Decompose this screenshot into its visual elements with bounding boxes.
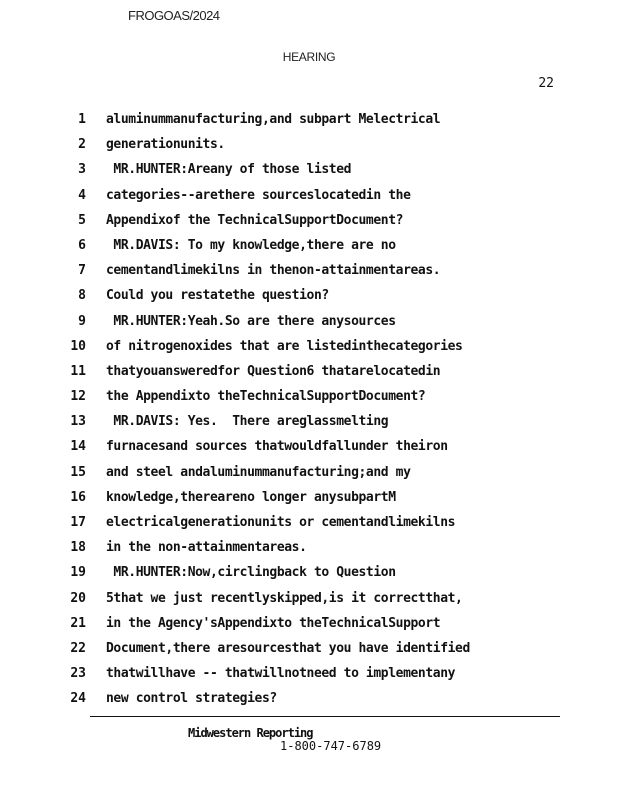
page-title: HEARING xyxy=(282,50,336,64)
line-text: the Appendixto theTechnicalSupportDocument? xyxy=(106,389,426,405)
line-number: 15 xyxy=(70,464,86,480)
transcript-line xyxy=(0,591,618,616)
footer-phone: 1-800-747-6789 xyxy=(280,739,382,753)
transcript-line xyxy=(0,414,618,439)
line-text: in the Agency'sAppendixto theTechnicalSupport xyxy=(106,615,441,631)
line-text: aluminummanufacturing,and subpart Melectrical xyxy=(106,112,441,127)
line-text: generationunits. xyxy=(106,137,225,153)
line-number: 3 xyxy=(78,162,86,178)
line-number: 13 xyxy=(70,414,86,430)
line-number: 8 xyxy=(78,288,86,304)
footer-divider xyxy=(90,716,560,717)
line-text: new control strategies? xyxy=(106,691,277,707)
line-number: 11 xyxy=(70,363,86,379)
line-text: cementandlimekilns in thenon-attainmentareas. xyxy=(106,263,441,279)
line-text: MR.DAVIS: Yes. There areglassmelting xyxy=(106,414,389,430)
line-text: Document,there aresourcesthat you have identified xyxy=(106,640,470,656)
line-number: 21 xyxy=(70,615,86,631)
line-text: of nitrogenoxides that are listedinthecategories xyxy=(106,338,463,354)
transcript-line xyxy=(0,490,618,515)
line-number: 17 xyxy=(70,515,86,530)
transcript-line xyxy=(0,213,618,238)
header-date: FROGOAS/2024 xyxy=(128,8,220,23)
footer-reporter-name: Midwestern Reporting xyxy=(188,726,313,740)
line-number: 1 xyxy=(78,112,86,127)
line-number: 20 xyxy=(70,590,86,606)
line-text: Appendixof the TechnicalSupportDocument? xyxy=(106,212,404,228)
line-number: 18 xyxy=(70,540,86,556)
transcript-line xyxy=(0,339,618,364)
transcript-line xyxy=(0,465,618,490)
line-text: MR.DAVIS: To my knowledge,there are no xyxy=(106,237,396,253)
line-number: 6 xyxy=(78,237,86,253)
line-number: 2 xyxy=(78,137,86,153)
transcript-line xyxy=(0,364,618,389)
line-text: MR.HUNTER:Now,circlingback to Question xyxy=(106,565,396,581)
transcript-lines xyxy=(0,112,618,717)
line-number: 24 xyxy=(70,691,86,707)
line-text: MR.HUNTER:Areany of those listed xyxy=(106,162,352,178)
line-number: 4 xyxy=(78,187,86,203)
transcript-line xyxy=(0,288,618,313)
transcript-line xyxy=(0,188,618,213)
transcript-line xyxy=(0,238,618,263)
line-number: 7 xyxy=(78,263,86,279)
line-text: Could you restatethe question? xyxy=(106,288,329,304)
transcript-line xyxy=(0,641,618,666)
line-text: thatyouansweredfor Question6 thatarelocatedin xyxy=(106,363,441,379)
line-number: 12 xyxy=(70,389,86,405)
line-text: in the non-attainmentareas. xyxy=(106,540,307,556)
line-text: 5that we just recentlyskipped,is it correctthat, xyxy=(106,590,463,606)
line-number: 16 xyxy=(70,489,86,505)
transcript-line xyxy=(0,439,618,464)
line-text: MR.HUNTER:Yeah.So are there anysources xyxy=(106,313,396,329)
page-number: 22 xyxy=(538,76,554,91)
line-text: and steel andaluminummanufacturing;and my xyxy=(106,464,411,480)
transcript-line xyxy=(0,616,618,641)
transcript-line xyxy=(0,314,618,339)
line-number: 9 xyxy=(78,313,86,329)
line-number: 19 xyxy=(70,565,86,581)
transcript-line xyxy=(0,515,618,540)
transcript-line xyxy=(0,691,618,716)
line-text: furnacesand sources thatwouldfallunder theiron xyxy=(106,439,448,455)
line-number: 22 xyxy=(70,640,86,656)
line-text: thatwillhave -- thatwillnotneed to implementany xyxy=(106,666,456,682)
transcript-line xyxy=(0,389,618,414)
line-number: 10 xyxy=(70,338,86,354)
transcript-line xyxy=(0,137,618,162)
line-text: categories--arethere sourceslocatedin the xyxy=(106,187,411,203)
transcript-line xyxy=(0,162,618,187)
transcript-line xyxy=(0,565,618,590)
transcript-line xyxy=(0,112,618,137)
transcript-line xyxy=(0,666,618,691)
line-number: 5 xyxy=(78,212,86,228)
line-text: electricalgenerationunits or cementandlimekilns xyxy=(106,515,456,530)
line-number: 23 xyxy=(70,666,86,682)
transcript-line xyxy=(0,263,618,288)
transcript-line xyxy=(0,540,618,565)
line-text: knowledge,thereareno longer anysubpartM xyxy=(106,489,396,505)
line-number: 14 xyxy=(70,439,86,455)
